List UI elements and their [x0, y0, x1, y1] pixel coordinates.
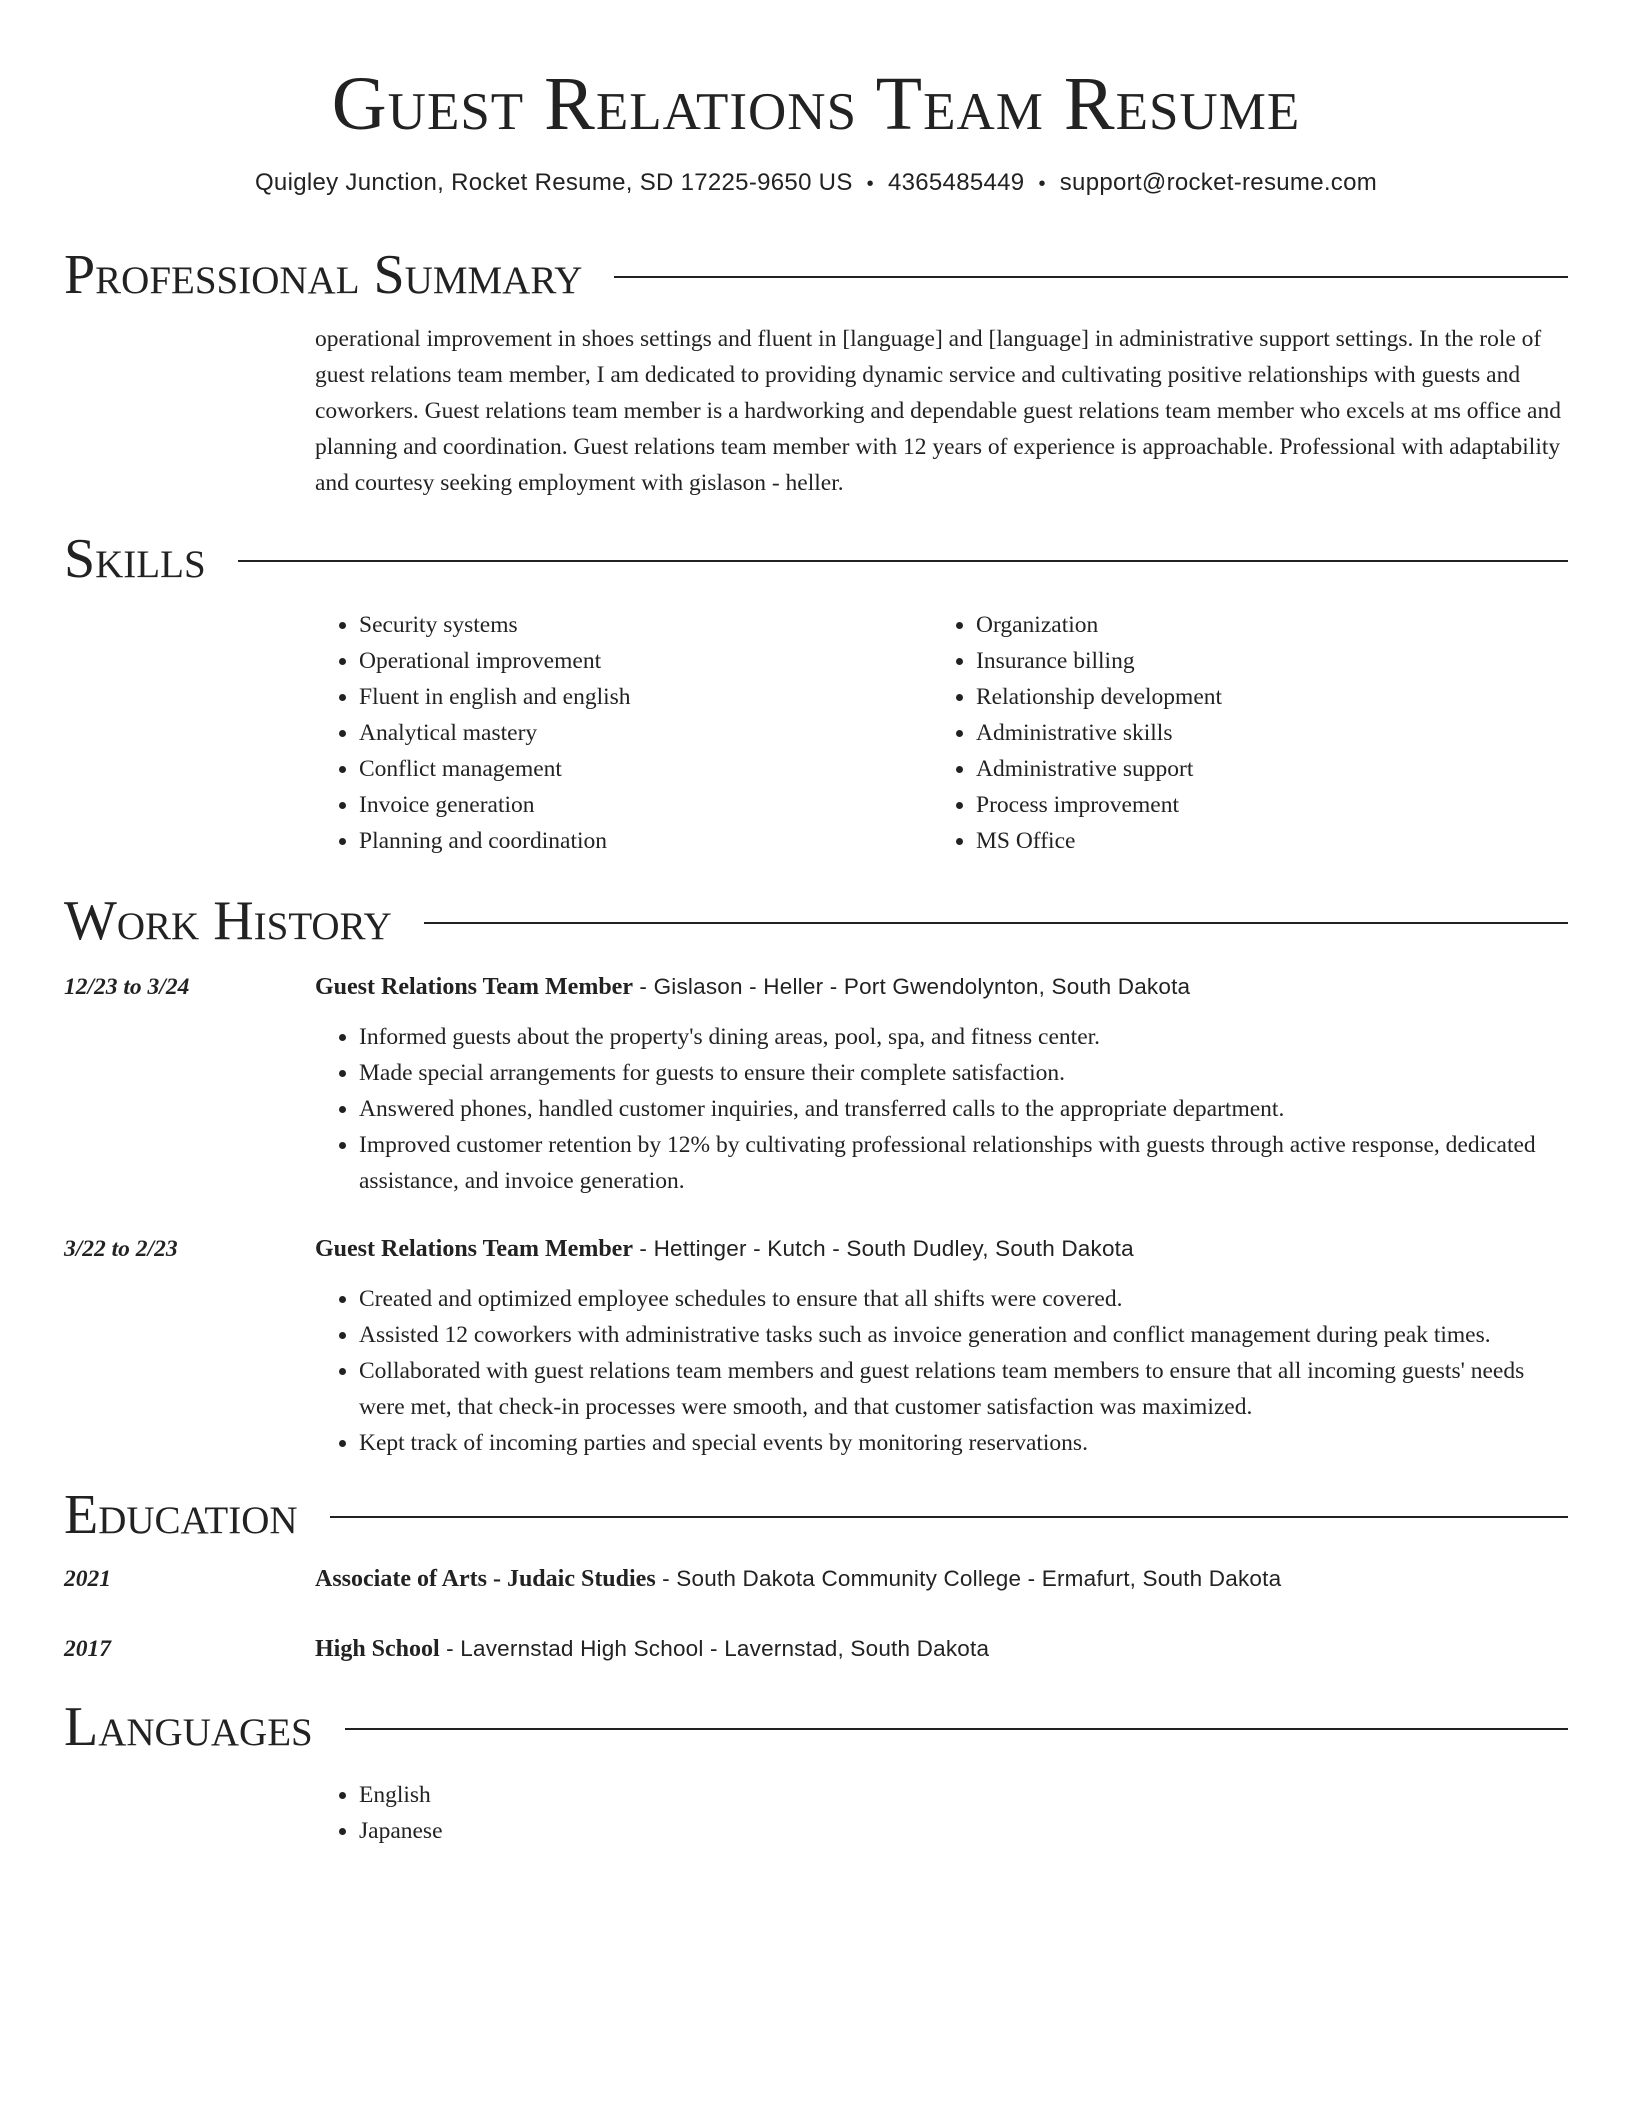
- education-degree: Associate of Arts - Judaic Studies: [315, 1566, 656, 1592]
- language-item: • Japanese: [359, 1813, 1568, 1849]
- education-entry: [64, 1561, 1568, 1597]
- summary-section-header: [64, 243, 1568, 307]
- skill-item: • Security systems: [359, 607, 932, 643]
- skill-item: • Planning and coordination: [359, 823, 932, 859]
- education-year: 2021: [64, 1566, 111, 1592]
- education-school: - Lavernstad High School - Lavernstad, South Dakota: [439, 1636, 990, 1661]
- section-divider: [614, 276, 1568, 278]
- job-duty: • Assisted 12 coworkers with administrative tasks such as invoice generation and conflict management during peak times.: [359, 1317, 1568, 1353]
- skills-heading: Skills: [64, 528, 206, 590]
- job-title-line: [315, 1231, 1568, 1267]
- skill-item: • Organization: [976, 607, 1549, 643]
- skills-column-left: [315, 607, 932, 859]
- summary-heading: Professional Summary: [64, 244, 583, 306]
- contact-separator: •: [866, 173, 874, 195]
- job-duty: • Created and optimized employee schedules to ensure that all shifts were covered.: [359, 1281, 1568, 1317]
- job-duty: • Improved customer retention by 12% by cultivating professional relationships with guests through active response, dedicated assistance, and invoice generation.: [359, 1127, 1568, 1199]
- contact-phone: 4365485449: [887, 169, 1025, 196]
- resume-title: Guest Relations Team Resume: [331, 62, 1301, 146]
- skill-item: • Relationship development: [976, 679, 1549, 715]
- education-entry: [64, 1631, 1568, 1667]
- skill-item: • Analytical mastery: [359, 715, 932, 751]
- contact-line: [64, 168, 1568, 199]
- contact-separator: •: [1038, 173, 1046, 195]
- education-section-header: [64, 1483, 1568, 1547]
- contact-email: support@rocket-resume.com: [1059, 169, 1378, 196]
- section-divider: [238, 560, 1568, 562]
- skills-list: [315, 607, 1568, 859]
- job-duties: [315, 1019, 1568, 1199]
- skills-section-header: [64, 527, 1568, 591]
- section-divider: [330, 1516, 1568, 1518]
- skill-item: • Conflict management: [359, 751, 932, 787]
- language-item: • English: [359, 1777, 1568, 1813]
- section-divider: [424, 922, 1568, 924]
- skill-item: • Administrative support: [976, 751, 1549, 787]
- skill-item: • Operational improvement: [359, 643, 932, 679]
- job-role: Guest Relations Team Member: [315, 974, 633, 1000]
- job-duty: • Made special arrangements for guests to ensure their complete satisfaction.: [359, 1055, 1568, 1091]
- education-year: 2017: [64, 1636, 111, 1662]
- languages-section-header: [64, 1695, 1568, 1759]
- work-section-header: [64, 889, 1568, 953]
- job-entry: [64, 1231, 1568, 1461]
- languages-heading: Languages: [64, 1696, 313, 1758]
- job-duty: • Informed guests about the property's dining areas, pool, spa, and fitness center.: [359, 1019, 1568, 1055]
- job-dates: 3/22 to 2/23: [64, 1236, 178, 1262]
- skills-column-right: [932, 607, 1549, 859]
- job-duty: • Collaborated with guest relations team members and guest relations team members to ensure that all incoming guests' needs were met, that check-in processes were smooth, and that customer satisfaction was maximized.: [359, 1353, 1568, 1425]
- education-school: - South Dakota Community College - Ermafurt, South Dakota: [655, 1566, 1282, 1591]
- job-title-line: [315, 969, 1568, 1005]
- job-employer: - Gislason - Heller - Port Gwendolynton, South Dakota: [632, 974, 1191, 999]
- section-divider: [345, 1728, 1568, 1730]
- summary-text: operational improvement in shoes settings and fluent in [language] and [language] in administrative support settings. In the role of guest relations team member, I am dedicated to providing dynamic service and cultivating positive relationships with guests and coworkers. Guest relations team member is a hardworking and dependable guest relations team member who excels at ms office and planning and coordination. Guest relations team member with 12 years of experience is approachable. Professional with adaptability and courtesy seeking employment with gislason - heller.: [315, 326, 1561, 496]
- education-title-line: [315, 1631, 1568, 1667]
- job-role: Guest Relations Team Member: [315, 1236, 633, 1262]
- education-title-line: [315, 1561, 1568, 1597]
- skill-item: • Insurance billing: [976, 643, 1549, 679]
- summary-body: [315, 321, 1568, 501]
- contact-address: Quigley Junction, Rocket Resume, SD 17225-9650 US: [254, 169, 853, 196]
- skill-item: • MS Office: [976, 823, 1549, 859]
- skill-item: • Administrative skills: [976, 715, 1549, 751]
- work-heading: Work History: [64, 890, 392, 952]
- job-employer: - Hettinger - Kutch - South Dudley, South Dakota: [632, 1236, 1134, 1261]
- skill-item: • Invoice generation: [359, 787, 932, 823]
- education-degree: High School: [315, 1636, 440, 1662]
- languages-list: [315, 1777, 1568, 1849]
- job-entry: [64, 969, 1568, 1199]
- job-duty: • Kept track of incoming parties and special events by monitoring reservations.: [359, 1425, 1568, 1461]
- education-heading: Education: [64, 1484, 298, 1546]
- job-dates: 12/23 to 3/24: [64, 974, 190, 1000]
- skill-item: • Process improvement: [976, 787, 1549, 823]
- skill-item: • Fluent in english and english: [359, 679, 932, 715]
- job-header: [64, 969, 1568, 1005]
- job-duties: [315, 1281, 1568, 1461]
- job-header: [64, 1231, 1568, 1267]
- job-duty: • Answered phones, handled customer inquiries, and transferred calls to the appropriate department.: [359, 1091, 1568, 1127]
